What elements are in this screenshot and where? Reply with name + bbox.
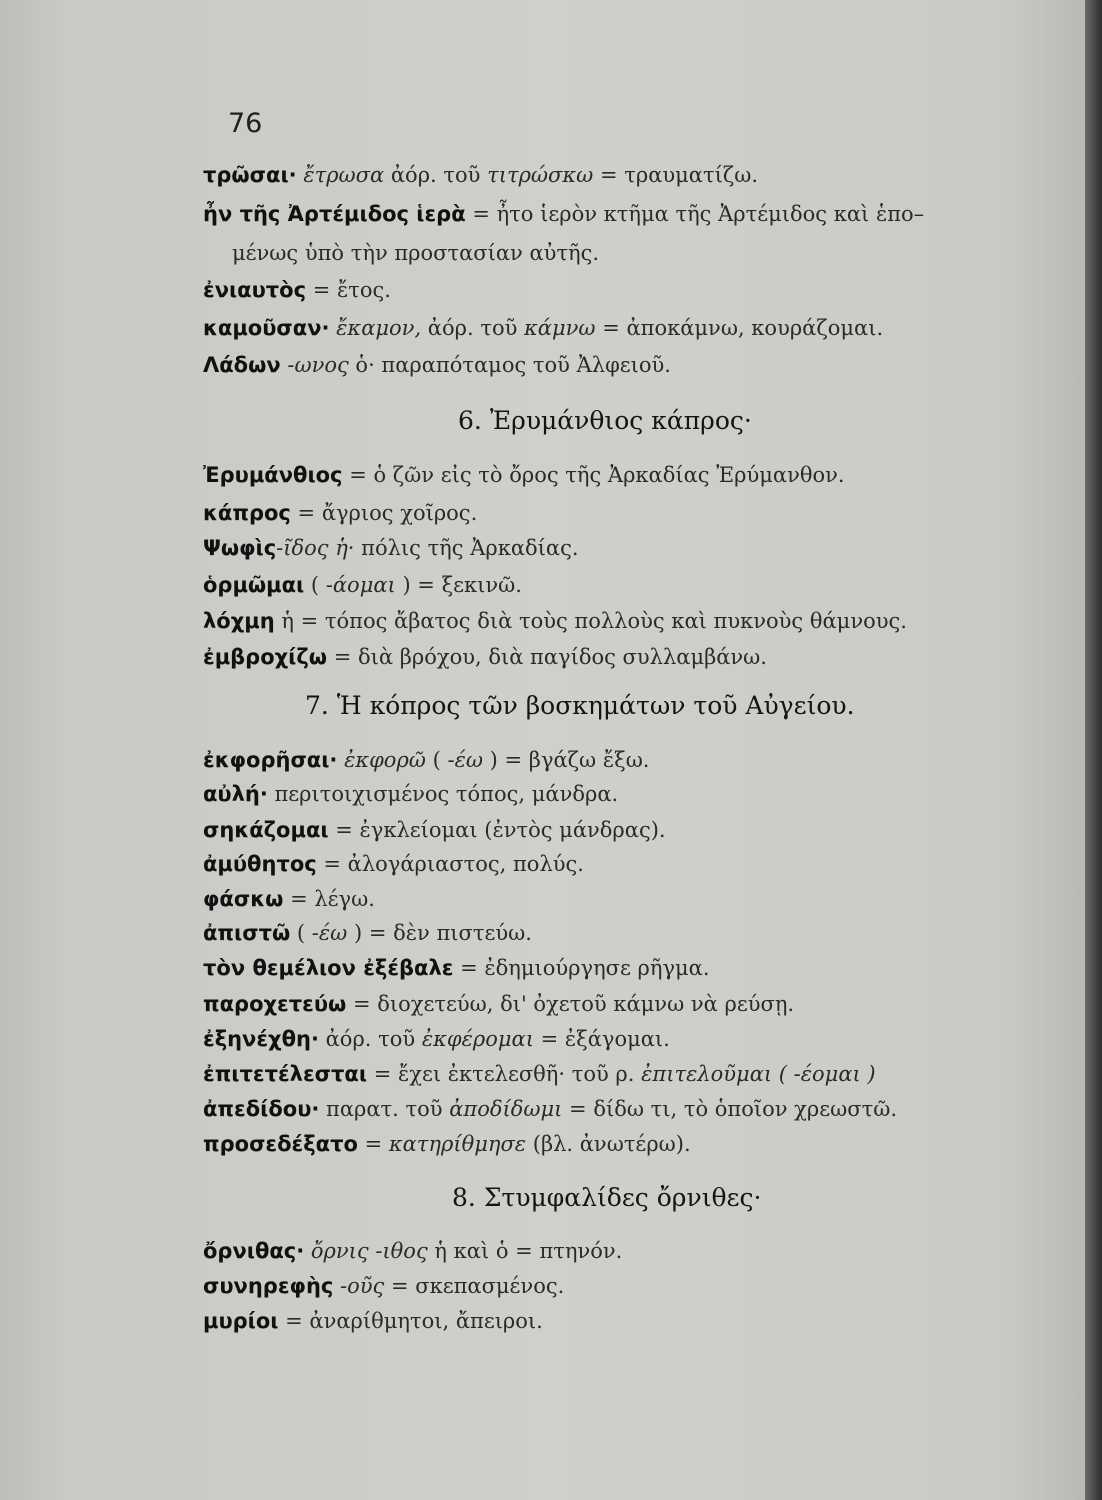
entry-definition: ἡ καὶ ὁ = πτηνόν. — [427, 1239, 623, 1263]
entry-definition: ἀόρ. τοῦ — [421, 316, 525, 340]
section6-number: 6. — [458, 406, 482, 435]
page-edge-shadow — [1085, 0, 1102, 1500]
glossary-entry — [203, 918, 532, 948]
glossary-entry — [203, 199, 924, 229]
glossary-entry — [203, 1059, 876, 1089]
entry-definition: = τραυματίζω. — [593, 163, 758, 187]
glossary-entry — [203, 815, 666, 845]
entry-definition: ἔτρωσα — [296, 163, 385, 187]
glossary-entry — [203, 1306, 543, 1336]
entry-definition: κάμνω — [524, 316, 596, 340]
glossary-entry — [203, 1094, 897, 1124]
glossary-entry — [203, 1271, 564, 1301]
entry-term: μυρίοι — [203, 1309, 279, 1333]
entry-term: ἐπιτετέλεσται — [203, 1062, 368, 1086]
section7-heading — [305, 689, 855, 723]
entry-definition: περιτοιχισμένος τόπος, μάνδρα. — [267, 782, 619, 806]
entry-term: ὁρμῶμαι — [203, 573, 305, 597]
entry-definition: = διὰ βρόχου, διὰ παγίδος συλλαμβάνω. — [327, 645, 767, 669]
entry-definition: ) = δὲν πιστεύω. — [347, 921, 532, 945]
glossary-entry — [203, 606, 907, 636]
entry-definition: ἐπιτελοῦμαι ( -έομαι ) — [641, 1062, 876, 1086]
glossary-entry — [203, 1024, 670, 1054]
entry-definition: ) = βγάζω ἔξω. — [482, 748, 650, 772]
entry-term: παροχετεύω — [203, 992, 347, 1016]
entry-definition: ἀποδίδωμι — [449, 1097, 563, 1121]
entry-term: ὄρνιθας· — [203, 1239, 305, 1263]
glossary-entry — [203, 1129, 691, 1159]
glossary-entry — [203, 779, 618, 809]
section8-number: 8. — [452, 1183, 476, 1212]
entry-definition: = ἦτο ἱερὸν κτῆμα τῆς Ἀρτέμιδος καὶ ἑπο– — [465, 202, 925, 226]
glossary-entry — [203, 642, 767, 672]
entry-definition: ( — [290, 921, 312, 945]
page-number: 76 — [228, 108, 263, 139]
entry-definition: μένως ὑπὸ τὴν προστασίαν αὐτῆς. — [232, 241, 600, 265]
entry-term: ἐξηνέχθη· — [203, 1027, 319, 1051]
entry-definition: = — [357, 1132, 389, 1156]
section6-heading — [458, 404, 752, 438]
entry-definition: (βλ. ἀνωτέρω). — [526, 1132, 691, 1156]
entry-definition: = ἀποκάμνω, κουράζομαι. — [595, 316, 884, 340]
glossary-entry — [203, 313, 883, 343]
entry-definition: -έω — [311, 921, 348, 945]
entry-term: αὐλή· — [203, 782, 268, 806]
entry-definition: ἔκαμον, — [329, 316, 422, 340]
section7-title: Ἡ κόπρος τῶν βοσκημάτων τοῦ Αὐγείου. — [336, 691, 855, 720]
glossary-entry — [203, 498, 477, 528]
glossary-entry — [203, 570, 522, 600]
entry-definition: τιτρώσκω — [487, 163, 594, 187]
entry-definition: = ἀλογάριαστος, πολύς. — [316, 852, 584, 876]
entry-definition: ἀόρ. τοῦ — [318, 1027, 422, 1051]
entry-definition: παρατ. τοῦ — [319, 1097, 450, 1121]
entry-term: προσεδέξατο — [203, 1132, 358, 1156]
entry-definition: -έω — [447, 748, 483, 772]
entry-definition: -άομαι — [325, 573, 396, 597]
glossary-entry — [203, 460, 845, 490]
entry-definition: = ὁ ζῶν εἰς τὸ ὄρος τῆς Ἀρκαδίας Ἐρύμανθον. — [342, 463, 845, 487]
entry-definition: = ἄγριος χοῖρος. — [290, 501, 478, 525]
glossary-entry — [203, 953, 710, 983]
entry-definition: ( — [425, 748, 448, 772]
entry-term: Ψωφὶς — [203, 536, 277, 560]
entry-term: φάσκω — [203, 887, 284, 911]
entry-definition: ὁ· παραπόταμος τοῦ Ἀλφειοῦ. — [348, 353, 671, 377]
glossary-entry — [203, 849, 584, 879]
glossary-entry — [232, 238, 599, 268]
entry-term: λόχμη — [203, 609, 275, 633]
entry-term: ἀμύθητος — [203, 852, 317, 876]
entry-term: τὸν θεμέλιον ἐξέβαλε — [203, 956, 454, 980]
glossary-entry — [203, 350, 671, 380]
entry-term: τρῶσαι· — [203, 163, 297, 187]
entry-definition: ἡ = τόπος ἄβατος διὰ τοὺς πολλοὺς καὶ πυκνοὺς θάμνους. — [274, 609, 907, 633]
entry-term: ἐνιαυτὸς — [203, 278, 307, 302]
entry-term: ἀπεδίδου· — [203, 1097, 320, 1121]
entry-term: σηκάζομαι — [203, 818, 329, 842]
entry-definition: ἐκφέρομαι — [421, 1027, 534, 1051]
section8-heading — [452, 1181, 761, 1215]
section6-title: Ἐρυμάνθιος κάπρος· — [489, 406, 752, 435]
glossary-entry — [203, 160, 758, 190]
entry-definition: = ἐξάγομαι. — [533, 1027, 670, 1051]
entry-definition: -ωνος — [280, 353, 349, 377]
glossary-entry — [203, 1236, 622, 1266]
entry-definition: κατηρίθμησε — [388, 1132, 527, 1156]
glossary-entry — [203, 533, 579, 563]
entry-term: Λάδων — [203, 353, 281, 377]
entry-definition: ( — [304, 573, 326, 597]
entry-term: ἦν τῆς Ἀρτέμιδος ἱερὰ — [203, 202, 466, 226]
entry-definition: ) = ξεκινῶ. — [395, 573, 522, 597]
entry-term: Ἐρυμάνθιος — [203, 463, 343, 487]
entry-term: ἀπιστῶ — [203, 921, 291, 945]
glossary-entry — [203, 745, 650, 775]
glossary-entry — [203, 275, 391, 305]
entry-definition: = ἐδημιούργησε ρῆγμα. — [453, 956, 710, 980]
entry-definition: = διοχετεύω, δι' ὀχετοῦ κάμνω νὰ ρεύσῃ. — [346, 992, 795, 1016]
entry-definition: -ῖδος ἡ· — [276, 536, 355, 560]
entry-term: ἐμβροχίζω — [203, 645, 328, 669]
entry-term: κάπρος — [203, 501, 291, 525]
glossary-entry — [203, 989, 794, 1019]
entry-definition: = ἀναρίθμητοι, ἄπειροι. — [278, 1309, 543, 1333]
entry-definition: -οῦς — [333, 1274, 385, 1298]
glossary-entry — [203, 884, 375, 914]
entry-definition: = ἔτος. — [306, 278, 391, 302]
entry-definition: ἐκφορῶ — [337, 748, 426, 772]
entry-definition: = σκεπασμένος. — [384, 1274, 565, 1298]
entry-definition: = ἐγκλείομαι (ἐντὸς μάνδρας). — [328, 818, 666, 842]
section7-number: 7. — [305, 691, 329, 720]
entry-definition: = λέγω. — [283, 887, 375, 911]
entry-term: ἐκφορῆσαι· — [203, 748, 338, 772]
entry-definition: = ἔχει ἐκτελεσθῆ· τοῦ ρ. — [367, 1062, 642, 1086]
entry-definition: = δίδω τι, τὸ ὁποῖον χρεωστῶ. — [562, 1097, 898, 1121]
entry-definition: ἀόρ. τοῦ — [384, 163, 488, 187]
entry-definition: ὄρνις -ιθος — [304, 1239, 428, 1263]
entry-term: συνηρεφὴς — [203, 1274, 334, 1298]
entry-term: καμοῦσαν· — [203, 316, 330, 340]
section8-title: Στυμφαλίδες ὄρνιθες· — [483, 1183, 762, 1212]
entry-definition: πόλις τῆς Ἀρκαδίας. — [354, 536, 579, 560]
